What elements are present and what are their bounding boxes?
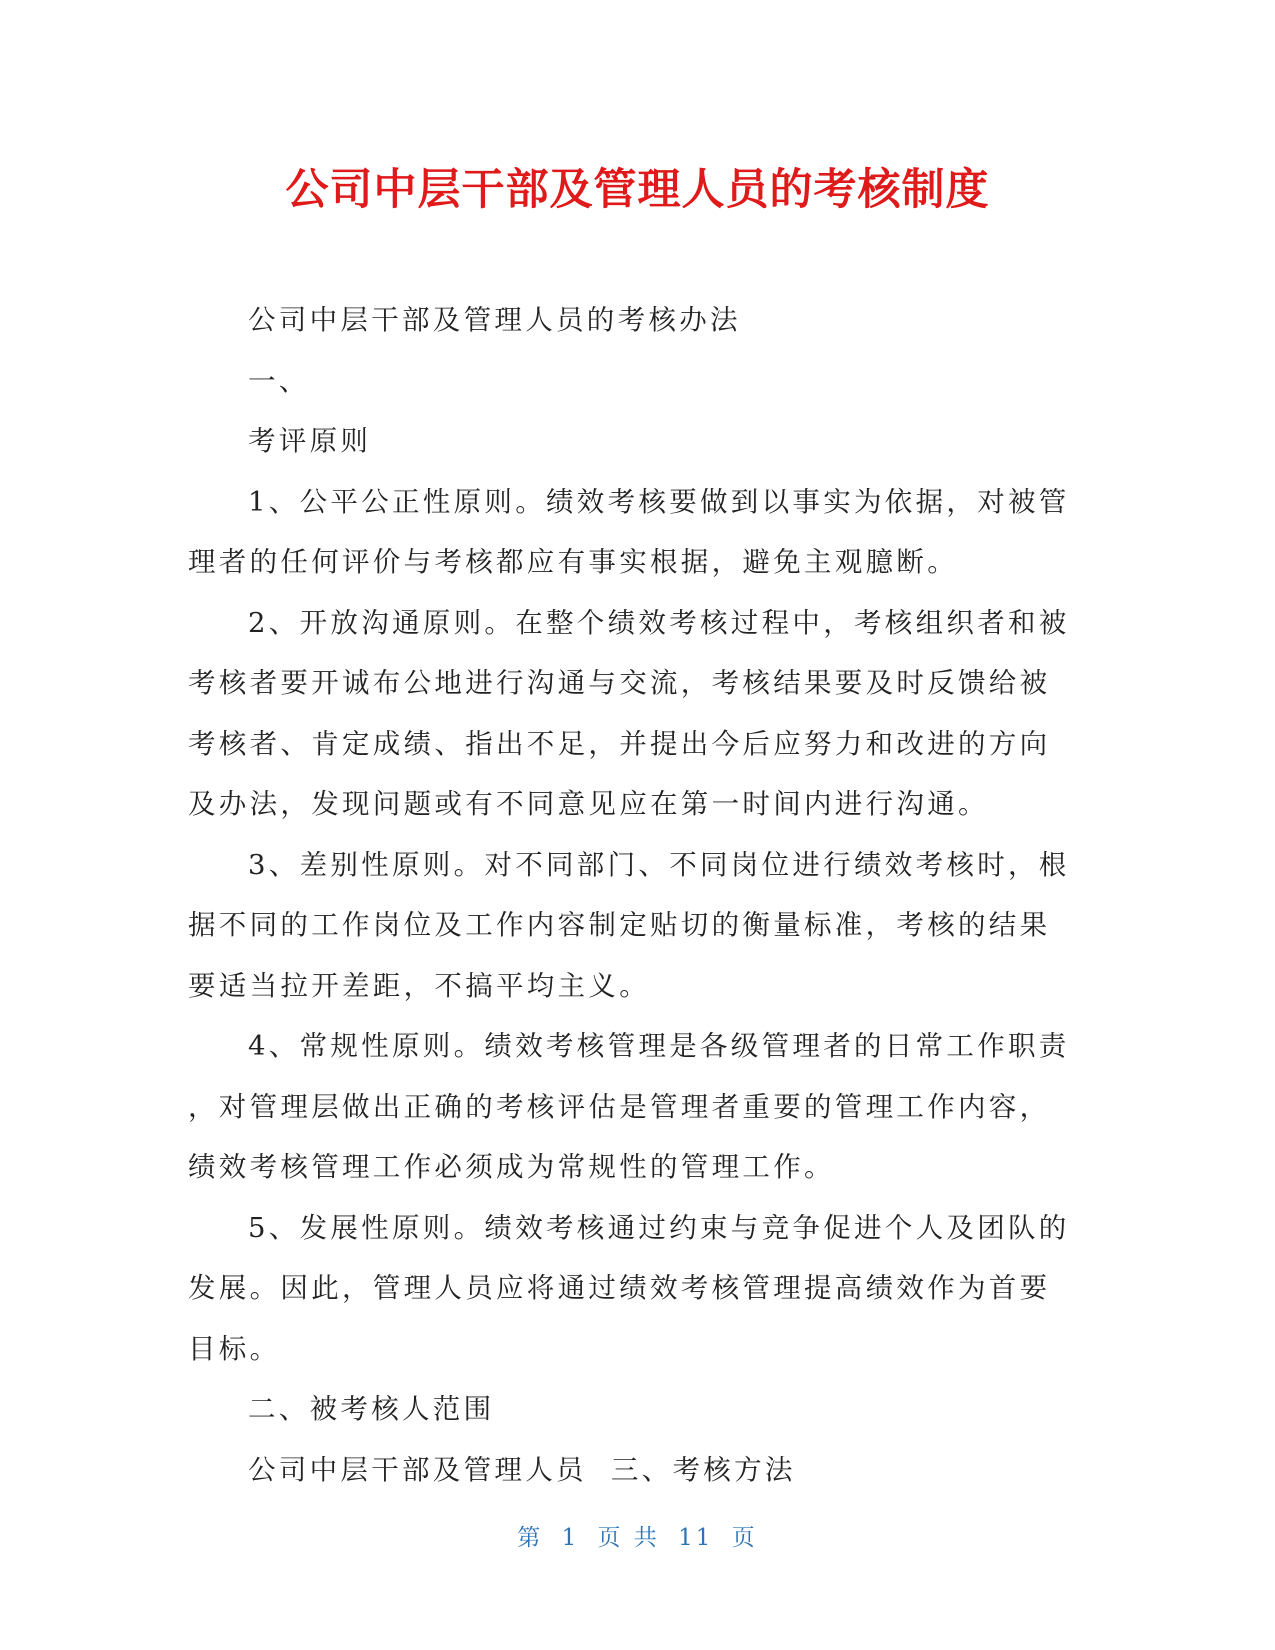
text-line: 理者的任何评价与考核都应有事实根据，避免主观臆断。 — [188, 546, 958, 578]
current-page-number: 1 — [561, 1525, 580, 1551]
footer-prefix: 第 — [517, 1525, 544, 1551]
text-line: 考核者要开诚布公地进行沟通与交流，考核结果要及时反馈给被 — [188, 667, 1051, 699]
page-footer — [0, 1522, 1275, 1554]
text-line: 公司中层干部及管理人员 三、考核方法 — [248, 1453, 796, 1486]
footer-suffix: 页 — [731, 1525, 758, 1551]
text-line: 目标。 — [188, 1332, 281, 1365]
text-line: 及办法，发现问题或有不同意见应在第一时间内进行沟通。 — [188, 788, 989, 820]
text-line: 1、公平公正性原则。绩效考核要做到以事实为依据，对被管 — [248, 485, 1070, 518]
text-line: 考核者、肯定成绩、指出不足，并提出今后应努力和改进的方向 — [188, 727, 1051, 760]
text-line: 考评原则 — [248, 425, 372, 457]
text-line: 一、 — [248, 364, 310, 397]
text-line: 公司中层干部及管理人员的考核办法 — [248, 304, 741, 336]
text-line: 发展。因此，管理人员应将通过绩效考核管理提高绩效作为首要 — [188, 1272, 1051, 1304]
text-line: 绩效考核管理工作必须成为常规性的管理工作。 — [188, 1151, 835, 1183]
document-title: 公司中层干部及管理人员的考核制度 — [285, 165, 990, 215]
text-line: 4、常规性原则。绩效考核管理是各级管理者的日常工作职责 — [248, 1030, 1070, 1062]
document-body — [188, 290, 1073, 1500]
text-line: 2、开放沟通原则。在整个绩效考核过程中，考核组织者和被 — [248, 606, 1070, 639]
total-page-count: 11 — [678, 1525, 714, 1551]
text-line: 5、发展性原则。绩效考核通过约束与竞争促进个人及团队的 — [248, 1211, 1070, 1244]
text-line: 二、被考核人范围 — [248, 1393, 495, 1425]
text-line: 3、差别性原则。对不同部门、不同岗位进行绩效考核时，根 — [248, 848, 1070, 881]
text-line: ，对管理层做出正确的考核评估是管理者重要的管理工作内容， — [188, 1090, 1051, 1123]
text-line: 据不同的工作岗位及工作内容制定贴切的衡量标准，考核的结果 — [188, 909, 1051, 941]
footer-middle: 页 共 — [597, 1525, 660, 1551]
text-line: 要适当拉开差距，不搞平均主义。 — [188, 969, 650, 1002]
